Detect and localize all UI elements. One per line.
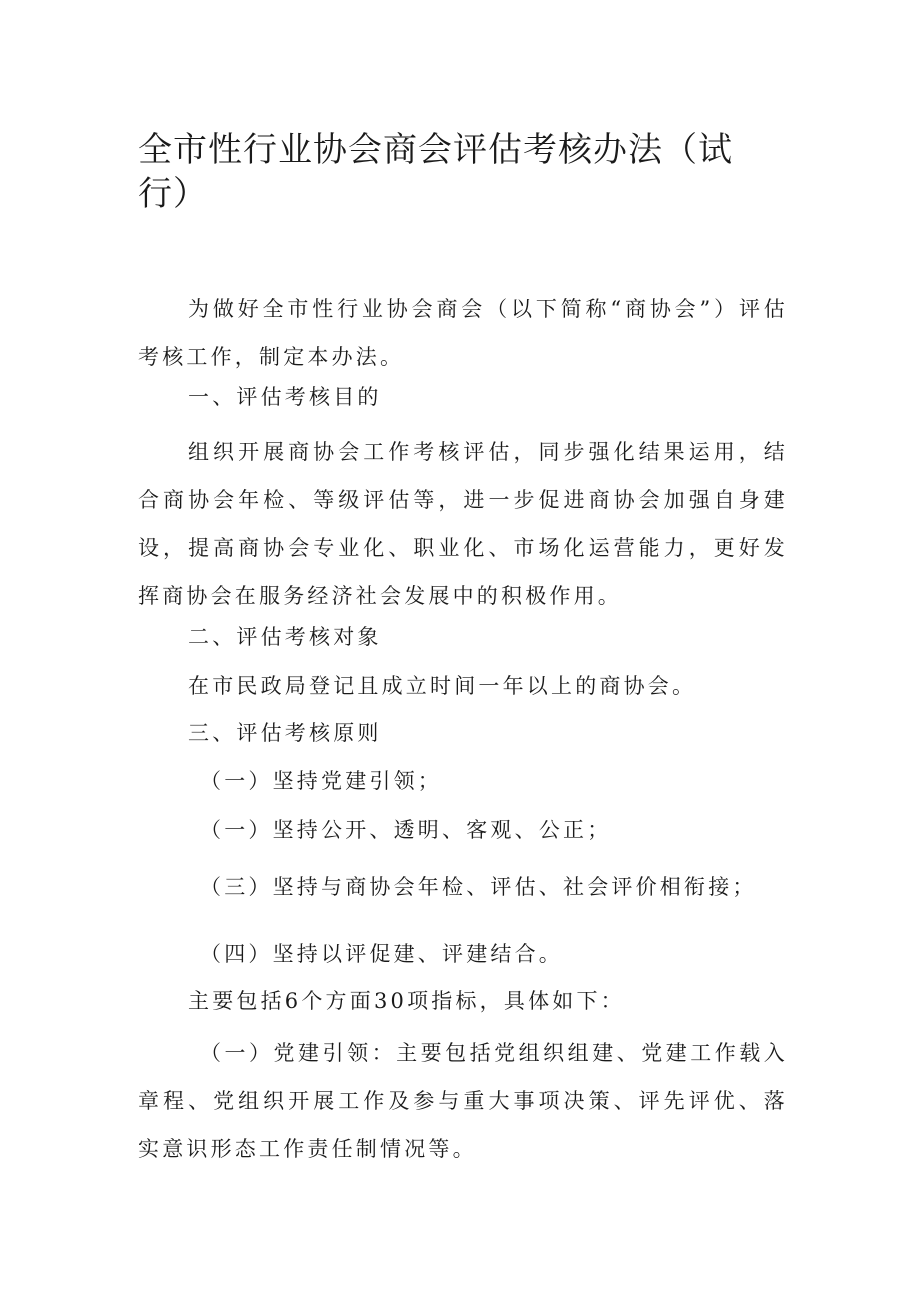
section-heading-purpose: 一、评估考核目的 bbox=[188, 385, 382, 409]
purpose-paragraph: 组织开展商协会工作考核评估，同步强化结果运用，结合商协会年检、等级评估等，进一步促进商协会加强自身建设，提高商协会专业化、职业化、市场化运营能力，更好发挥商协会在服务经济社会发展中的积极作用。 bbox=[138, 440, 788, 608]
principle-item-1: （一）坚持党建引领； bbox=[200, 769, 442, 793]
principle-item-3: （三）坚持与商协会年检、评估、社会评价相衔接； bbox=[200, 875, 757, 899]
section-heading-principles: 三、评估考核原则 bbox=[188, 721, 382, 745]
indicator-summary: 主要包括6个方面30项指标，具体如下： bbox=[188, 989, 625, 1013]
section-heading-target: 二、评估考核对象 bbox=[188, 625, 382, 649]
party-building-paragraph: （一）党建引领：主要包括党组织组建、党建工作载入章程、党组织开展工作及参与重大事项决策、评先评优、落实意识形态工作责任制情况等。 bbox=[138, 1041, 788, 1161]
target-paragraph: 在市民政局登记且成立时间一年以上的商协会。 bbox=[188, 674, 697, 698]
principle-item-4: （四）坚持以评促建、评建结合。 bbox=[200, 942, 563, 966]
intro-paragraph: 为做好全市性行业协会商会（以下简称“商协会”）评估考核工作，制定本办法。 bbox=[138, 297, 788, 369]
principle-item-2: （一）坚持公开、透明、客观、公正； bbox=[200, 818, 612, 842]
document-title: 全市性行业协会商会评估考核办法（试行） bbox=[138, 130, 733, 214]
